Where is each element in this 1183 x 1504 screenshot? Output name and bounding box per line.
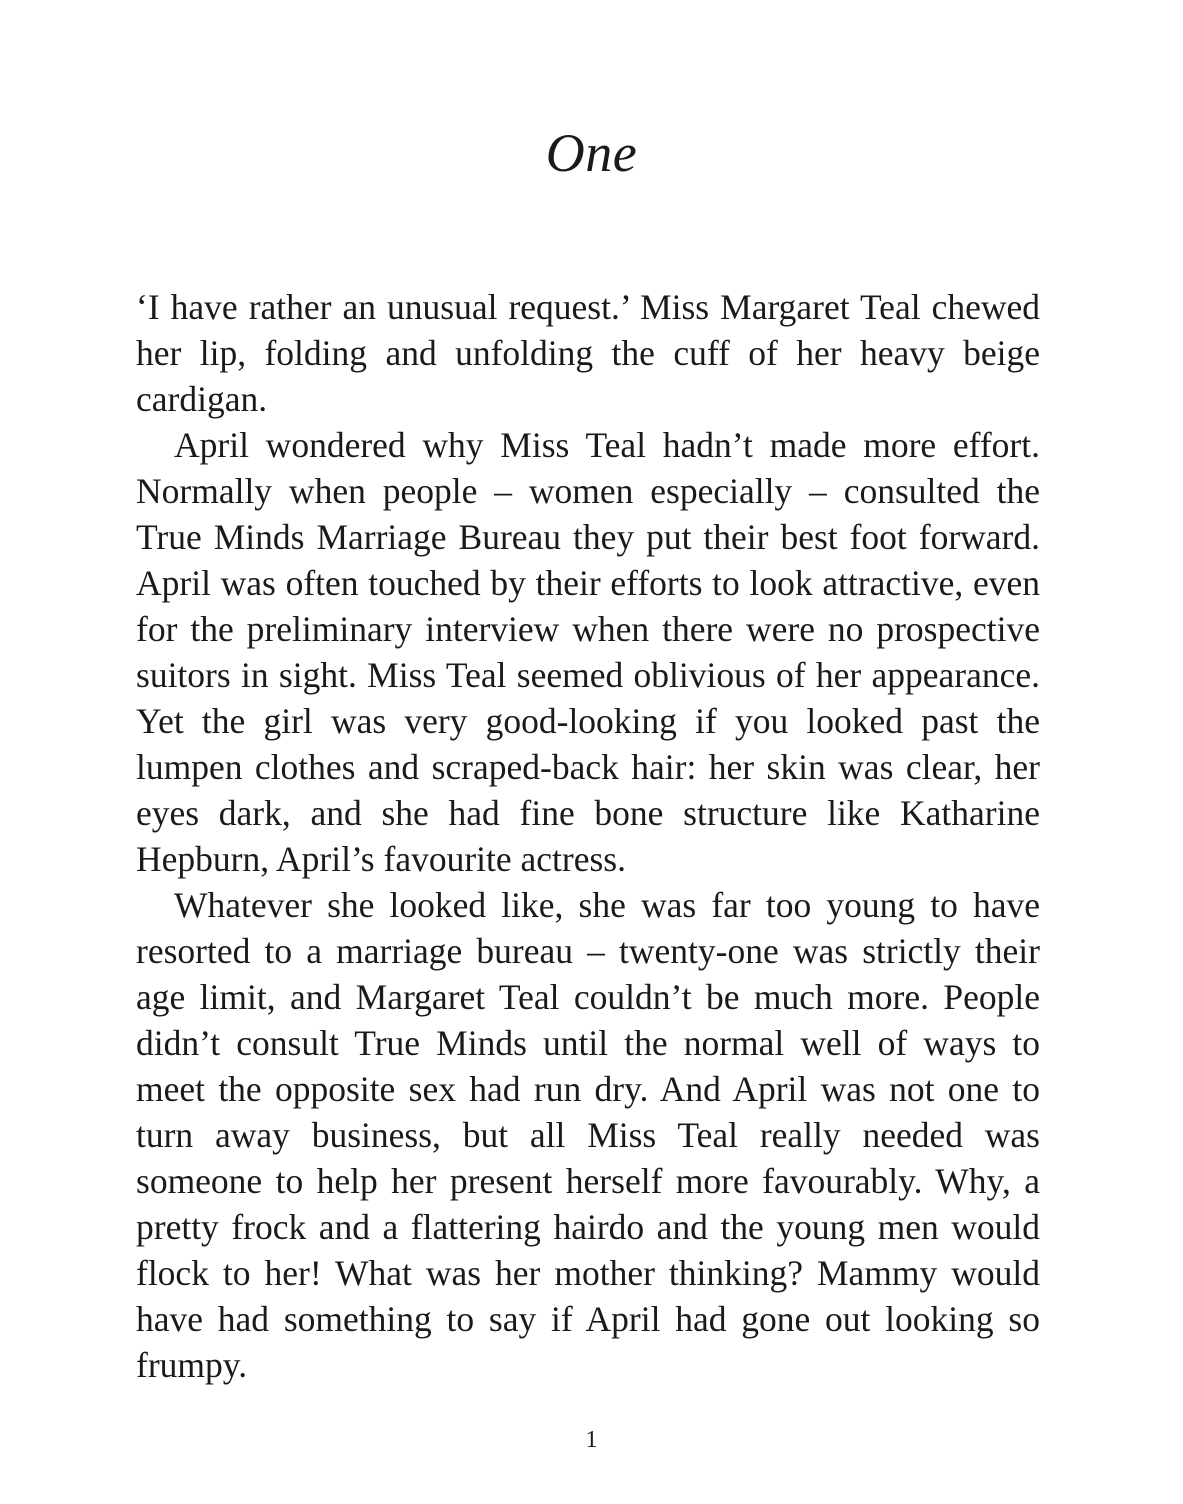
paragraph-1: ‘I have rather an unusual request.’ Miss Margaret Teal chewed her lip, folding and unfolding the cuff of her heavy beige cardigan. (136, 287, 1040, 419)
chapter-title: One (545, 123, 638, 183)
paragraph-3: Whatever she looked like, she was far too young to have resorted to a marriage bureau – twenty-one was strictly their age limit, and Margaret Teal couldn’t be much more. People didn’t consult True Minds until the normal well of ways to meet the opposite sex had run dry. And April was not one to turn away business, but all Miss Teal really needed was someone to help her present herself more favourably. Why, a pretty frock and a flattering hairdo and the young men would flock to her! What was her mother thinking? Mammy would have had something to say if April had gone out looking so frumpy. (136, 885, 1040, 1385)
chapter-body (136, 284, 1040, 1388)
page-number: 1 (585, 1427, 598, 1453)
paragraph-2: April wondered why Miss Teal hadn’t made more effort. Normally when people – women especially – consulted the True Minds Marriage Bureau they put their best foot forward. April was often touched by their efforts to look attractive, even for the preliminary interview when there were no prospective suitors in sight. Miss Teal seemed oblivious of her appearance. Yet the girl was very good-looking if you looked past the lumpen clothes and scraped-back hair: her skin was clear, her eyes dark, and she had fine bone structure like Katharine Hepburn, April’s favourite actress. (136, 425, 1040, 879)
